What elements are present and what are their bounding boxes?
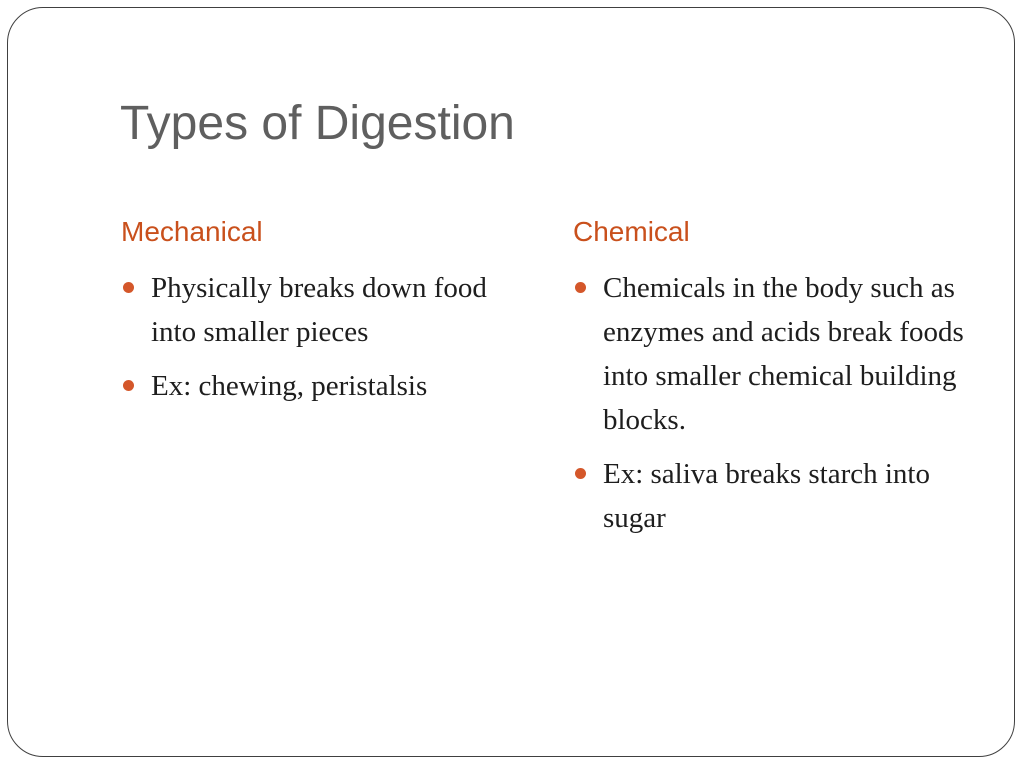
bullet-dot-icon (123, 380, 134, 391)
chemical-column (573, 212, 993, 550)
mechanical-bullet-list (121, 266, 501, 408)
bullet-text: Ex: saliva breaks starch into sugar (603, 458, 930, 534)
bullet-item (121, 364, 501, 408)
bullet-dot-icon (575, 468, 586, 479)
bullet-item (573, 266, 993, 442)
chemical-heading: Chemical (573, 216, 690, 247)
bullet-text: Physically breaks down food into smaller pieces (151, 272, 487, 348)
bullet-dot-icon (575, 282, 586, 293)
mechanical-column (121, 212, 501, 418)
slide-frame (7, 7, 1015, 757)
bullet-item (573, 452, 993, 540)
bullet-text: Chemicals in the body such as enzymes and acids break foods into smaller chemical building blocks. (603, 272, 964, 436)
bullet-dot-icon (123, 282, 134, 293)
slide-title: Types of Digestion (120, 97, 515, 150)
bullet-item (121, 266, 501, 354)
mechanical-heading: Mechanical (121, 216, 263, 247)
bullet-text: Ex: chewing, peristalsis (151, 370, 428, 402)
chemical-bullet-list (573, 266, 993, 540)
